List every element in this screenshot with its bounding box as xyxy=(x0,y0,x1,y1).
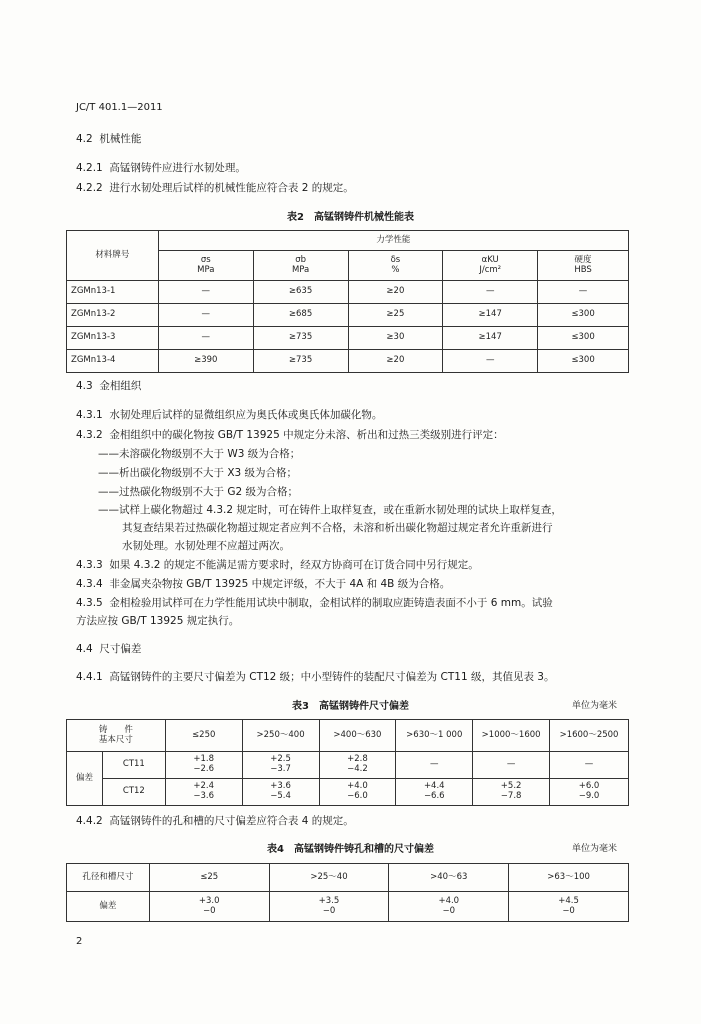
dash-item-undissolved: ——未溶碳化物级别不大于 W3 级为合格； xyxy=(98,448,301,460)
col-size-range: ≤250 xyxy=(165,720,242,752)
dash-item-precipitated: ——析出碳化物级别不大于 X3 级为合格； xyxy=(98,467,298,479)
col-tensile-strength: σb MPa xyxy=(253,251,348,281)
table-4-caption: 表4 高锰钢铸件铸孔和槽的尺寸偏差 xyxy=(267,844,434,855)
header-mechanical-properties: 力学性能 xyxy=(158,231,628,251)
clause-text: 如果 4.3.2 的规定不能满足需方要求时，经双方协商可在订货合同中另行规定。 xyxy=(109,559,479,571)
col-size-range: >250～400 xyxy=(242,720,319,752)
clause-4-4-1 xyxy=(76,669,555,684)
clause-4-3-5-cont: 方法应按 GB/T 13925 规定执行。 xyxy=(76,615,240,627)
table-3-dimensional-tolerance xyxy=(66,719,629,806)
clause-4-3-2 xyxy=(76,427,504,442)
table-4-hole-slot-tolerance xyxy=(66,863,629,922)
dash-item-recheck: ——试样上碳化物超过 4.3.2 规定时，可在铸件上取样复查，或在重新水韧处理的试块上取样复查， xyxy=(98,504,562,516)
clause-text: 高锰钢铸件的主要尺寸偏差为 CT12 级；中小型铸件的装配尺寸偏差为 CT11 级，其值见表 3。 xyxy=(109,671,555,683)
deviation-label: 偏差 xyxy=(67,752,103,806)
table-row: ZGMn13-1 — ≥635 ≥20 — — xyxy=(67,281,629,304)
dash-item-overheated: ——过热碳化物级别不大于 G2 级为合格； xyxy=(98,486,298,498)
section-4-4-heading xyxy=(76,641,141,656)
col-size-range: ≤25 xyxy=(149,864,269,892)
section-4-2-heading xyxy=(76,131,141,146)
clause-number: 4.3.5 xyxy=(76,597,103,609)
table-row: ZGMn13-4 ≥390 ≥735 ≥20 — ≤300 xyxy=(67,350,629,373)
col-size-range: >40～63 xyxy=(389,864,509,892)
section-number: 4.3 xyxy=(76,380,93,392)
section-title: 金相组织 xyxy=(99,380,142,392)
clause-4-3-4 xyxy=(76,576,450,591)
clause-4-3-1 xyxy=(76,407,382,422)
dash-item-recheck-cont2: 水韧处理。水韧处理不应超过两次。 xyxy=(122,540,290,552)
table-3-caption: 表3 高锰钢铸件尺寸偏差 xyxy=(292,701,409,712)
grade-ct12: CT12 xyxy=(102,779,165,806)
table-2-mechanical-properties xyxy=(66,230,629,373)
header-grade: 材料牌号 xyxy=(67,231,159,281)
grade-ct11: CT11 xyxy=(102,752,165,779)
clause-number: 4.2.2 xyxy=(76,182,103,194)
col-size-range: >400～630 xyxy=(319,720,396,752)
table-row-ct12: CT12 +2.4 −3.6 +3.6 −5.4 +4.0 −6.0 +4.4 −6.6 +5.2 −7.8 +6.0 −9.0 xyxy=(67,779,629,806)
table-row: 偏差 +3.0 −0 +3.5 −0 +4.0 −0 +4.5 −0 xyxy=(67,892,629,922)
table-row: ZGMn13-2 — ≥685 ≥25 ≥147 ≤300 xyxy=(67,304,629,327)
table-2-caption: 表2 高锰钢铸件机械性能表 xyxy=(287,212,414,223)
table-row: ZGMn13-3 — ≥735 ≥30 ≥147 ≤300 xyxy=(67,327,629,350)
clause-number: 4.3.3 xyxy=(76,559,103,571)
clause-number: 4.3.2 xyxy=(76,429,103,441)
clause-number: 4.2.1 xyxy=(76,162,103,174)
col-yield-strength: σs MPa xyxy=(158,251,253,281)
clause-text: 非金属夹杂物按 GB/T 13925 中规定评级，不大于 4A 和 4B 级为合格。 xyxy=(109,578,451,590)
col-size-range: >630～1 000 xyxy=(396,720,473,752)
table-row-ct11: 偏差 CT11 +1.8 −2.6 +2.5 −3.7 +2.8 −4.2 — — — xyxy=(67,752,629,779)
col-size-range: >63～100 xyxy=(509,864,629,892)
clause-text: 高锰钢铸件的孔和槽的尺寸偏差应符合表 4 的规定。 xyxy=(109,815,354,827)
clause-text: 高锰钢铸件应进行水韧处理。 xyxy=(109,162,246,174)
clause-number: 4.3.4 xyxy=(76,578,103,590)
section-number: 4.4 xyxy=(76,643,93,655)
col-size-range: >25～40 xyxy=(269,864,389,892)
clause-4-3-3 xyxy=(76,557,479,572)
clause-text: 水韧处理后试样的显微组织应为奥氏体或奥氏体加碳化物。 xyxy=(109,409,383,421)
dash-item-recheck-cont: 其复查结果若过热碳化物超过规定者应判不合格，未溶和析出碳化物超过规定者允许重新进行 xyxy=(122,522,553,534)
header-casting-basic-size: 铸 件 基本尺寸 xyxy=(67,720,166,752)
deviation-label: 偏差 xyxy=(67,892,150,922)
standard-number: JC/T 401.1—2011 xyxy=(76,102,163,113)
clause-4-2-2 xyxy=(76,180,354,195)
section-4-3-heading xyxy=(76,378,141,393)
table-3-unit: 单位为毫米 xyxy=(572,701,618,711)
clause-number: 4.4.1 xyxy=(76,671,103,683)
clause-text: 金相组织中的碳化物按 GB/T 13925 中规定分未溶、析出和过热三类级别进行评定： xyxy=(109,429,504,441)
col-hardness: 硬度 HBS xyxy=(538,251,629,281)
clause-4-3-5 xyxy=(76,595,553,610)
page-number: 2 xyxy=(76,936,83,947)
section-title: 机械性能 xyxy=(99,133,142,145)
col-size-range: >1000～1600 xyxy=(473,720,550,752)
clause-number: 4.4.2 xyxy=(76,815,103,827)
section-number: 4.2 xyxy=(76,133,93,145)
col-size-range: >1600～2500 xyxy=(550,720,629,752)
clause-4-4-2 xyxy=(76,813,354,828)
clause-text: 进行水韧处理后试样的机械性能应符合表 2 的规定。 xyxy=(109,182,354,194)
section-title: 尺寸偏差 xyxy=(99,643,142,655)
clause-number: 4.3.1 xyxy=(76,409,103,421)
table-4-unit: 单位为毫米 xyxy=(572,844,618,854)
clause-text: 金相检验用试样可在力学性能用试块中制取，金相试样的制取应距铸造表面不小于 6 mm。试验 xyxy=(109,597,553,609)
clause-4-2-1 xyxy=(76,160,246,175)
header-hole-slot-size: 孔径和槽尺寸 xyxy=(67,864,150,892)
col-impact-toughness: αKU J/cm² xyxy=(443,251,538,281)
col-elongation: δs % xyxy=(348,251,443,281)
